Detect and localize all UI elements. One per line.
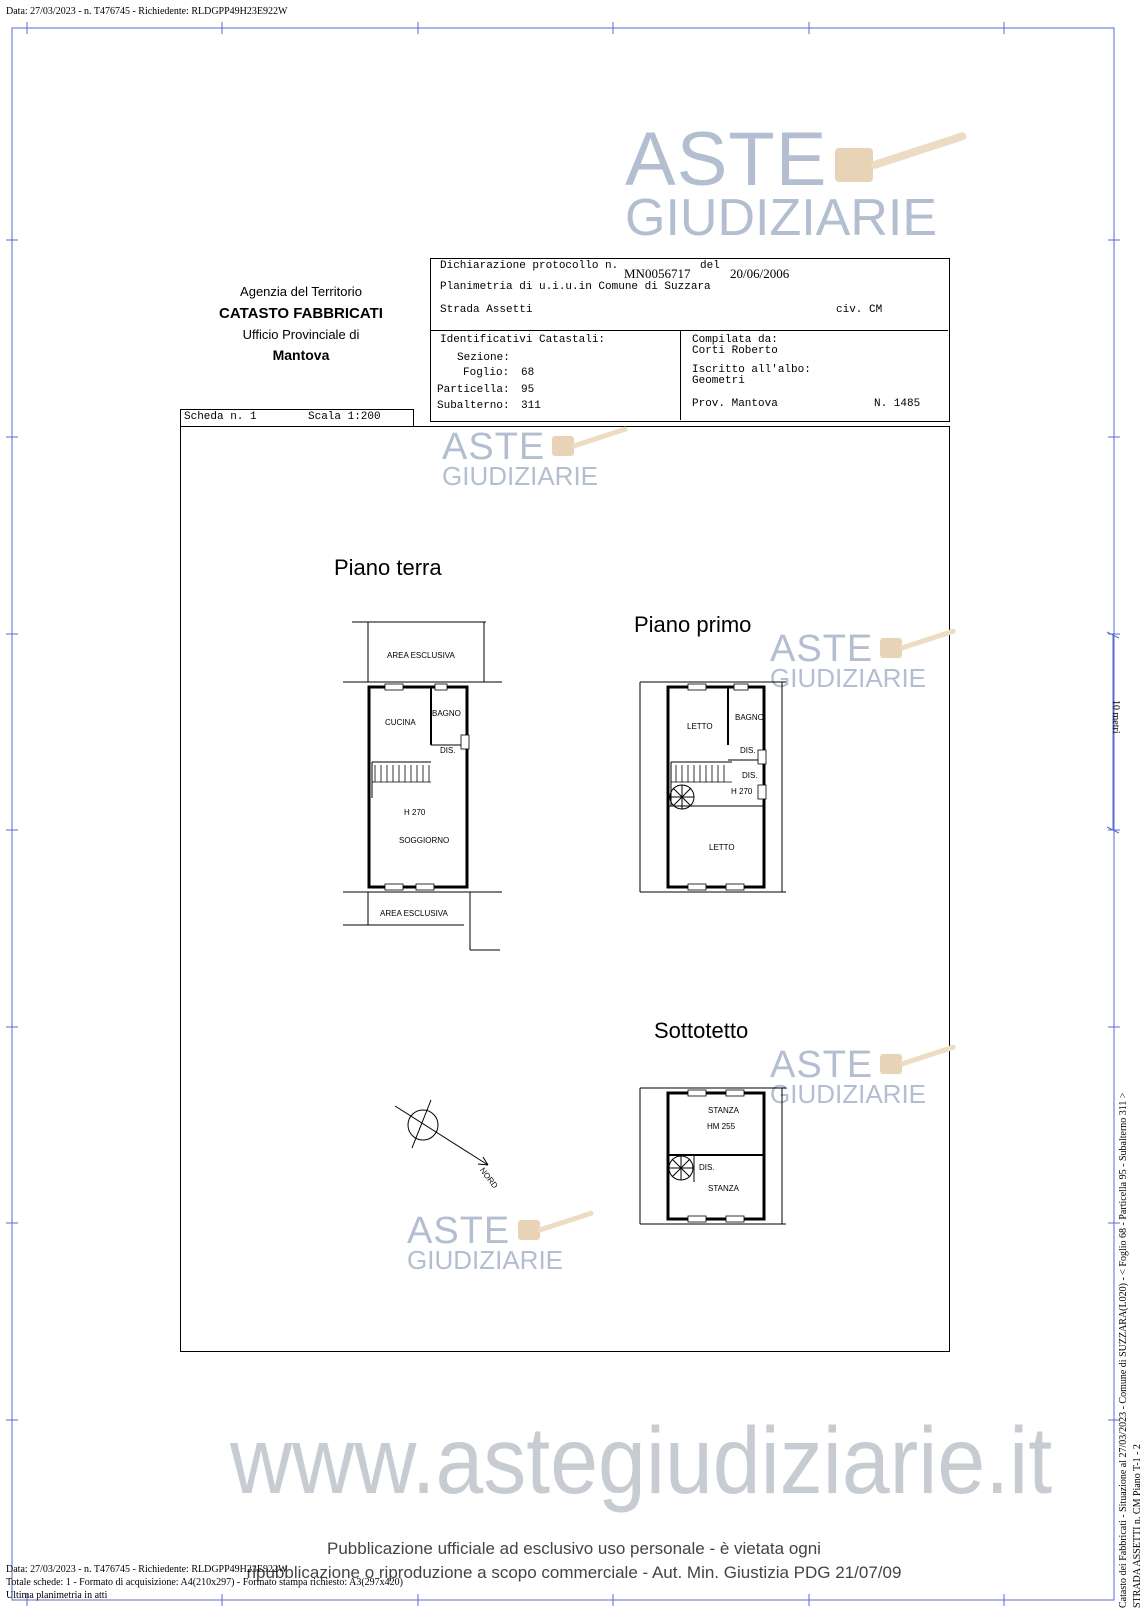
watermark-logo-4: ASTE GIUDIZIARIE [407, 1210, 564, 1275]
label-dis-sotto: DIS. [699, 1163, 715, 1172]
del-label: del [700, 260, 720, 272]
watermark-logo-2: ASTE GIUDIZIARIE [770, 628, 927, 693]
foglio-value: 68 [521, 367, 535, 379]
label-nord: NORD [477, 1166, 500, 1191]
agency-line3: Ufficio Provinciale di [242, 327, 360, 342]
agency-line1: Agenzia del Territorio [240, 284, 362, 299]
title-sottotetto: Sottotetto [654, 1018, 749, 1043]
subalterno-label: Subalterno: [437, 400, 510, 412]
watermark-url: www.astegiudiziarie.it [230, 1408, 1053, 1515]
watermark-logo-top: ASTE GIUDIZIARIE [625, 117, 938, 247]
scheda-label: Scheda n. 1 [184, 411, 257, 423]
label-dis: DIS. [440, 746, 456, 755]
numero-label: N. 1485 [874, 398, 921, 410]
label-soggiorno: SOGGIORNO [399, 836, 450, 845]
label-h270: H 270 [404, 808, 426, 817]
compilata-value: Corti Roberto [692, 345, 778, 357]
dichiarazione-label: Dichiarazione protocollo n. [440, 260, 619, 272]
label-h270-primo: H 270 [731, 787, 753, 796]
sezione-label: Sezione: [457, 352, 510, 364]
footer-line3: Ultima planimetria in atti [6, 1590, 108, 1601]
subalterno-value: 311 [521, 400, 541, 412]
particella-value: 95 [521, 384, 535, 396]
protocollo-number: MN0056717 [624, 266, 691, 281]
compilata-label: Compilata da: [692, 334, 778, 346]
iscritto-label: Iscritto all'albo: [692, 364, 811, 376]
scala-label: Scala 1:200 [308, 411, 381, 423]
footer-line2: Totale schede: 1 - Formato di acquisizione: A4(210x297) - Formato stampa richiesto: A3(297x420) [6, 1577, 403, 1588]
title-piano-primo: Piano primo [634, 612, 752, 637]
side-line1: Catasto dei Fabbricati - Situazione al 27/03/2023 - Comune di SUZZARA(L020) - < Foglio 68 - Particella 95 - Subalterno 311 > [1118, 1092, 1129, 1608]
notice-line1: Pubblicazione ufficiale ad esclusivo uso personale - è vietata ogni [327, 1539, 821, 1558]
header-info: Data: 27/03/2023 - n. T476745 - Richiedente: RLDGPP49H23E922W [6, 6, 288, 17]
label-letto-1: LETTO [687, 722, 713, 731]
foglio-label: Foglio: [463, 367, 510, 379]
title-piano-terra: Piano terra [334, 555, 442, 580]
label-dis-primo-2: DIS. [742, 771, 758, 780]
strada-label: Strada Assetti [440, 304, 533, 316]
watermark-logo-1: ASTE GIUDIZIARIE [442, 426, 599, 491]
label-area-esclusiva-top: AREA ESCLUSIVA [387, 651, 455, 660]
protocollo-date: 20/06/2006 [730, 266, 790, 281]
agency-line4: Mantova [272, 347, 330, 363]
label-letto-2: LETTO [709, 843, 735, 852]
label-hm255: HM 255 [707, 1122, 736, 1131]
planimetria-label: Planimetria di u.i.u.in Comune di Suzzara [440, 281, 711, 293]
particella-label: Particella: [437, 384, 510, 396]
prov-label: Prov. Mantova [692, 398, 778, 410]
agency-line2: CATASTO FABBRICATI [219, 305, 383, 322]
label-area-esclusiva-bottom: AREA ESCLUSIVA [380, 909, 448, 918]
notice-line2: ripubblicazione o riproduzione a scopo commerciale - Aut. Min. Giustizia PDG 21/07/09 [246, 1563, 902, 1582]
label-cucina: CUCINA [385, 718, 416, 727]
label-bagno: BAGNO [432, 709, 461, 718]
label-stanza-2: STANZA [708, 1184, 739, 1193]
label-bagno-primo: BAGNO [735, 713, 764, 722]
watermark-logo-3: ASTE GIUDIZIARIE [770, 1044, 927, 1109]
identificativi-label: Identificativi Catastali: [440, 334, 606, 346]
side-line2: STRADA ASSETTI n. CM Piano T-1 - 2 [1132, 1444, 1143, 1608]
footer-line1: Data: 27/03/2023 - n. T476745 - Richiedente: RLDGPP49H23E922W [6, 1564, 288, 1575]
scale-label: 10 metri [1110, 700, 1121, 734]
iscritto-value: Geometri [692, 375, 745, 387]
civico-label: civ. CM [836, 304, 883, 316]
label-dis-primo-1: DIS. [740, 746, 756, 755]
label-stanza-1: STANZA [708, 1106, 739, 1115]
